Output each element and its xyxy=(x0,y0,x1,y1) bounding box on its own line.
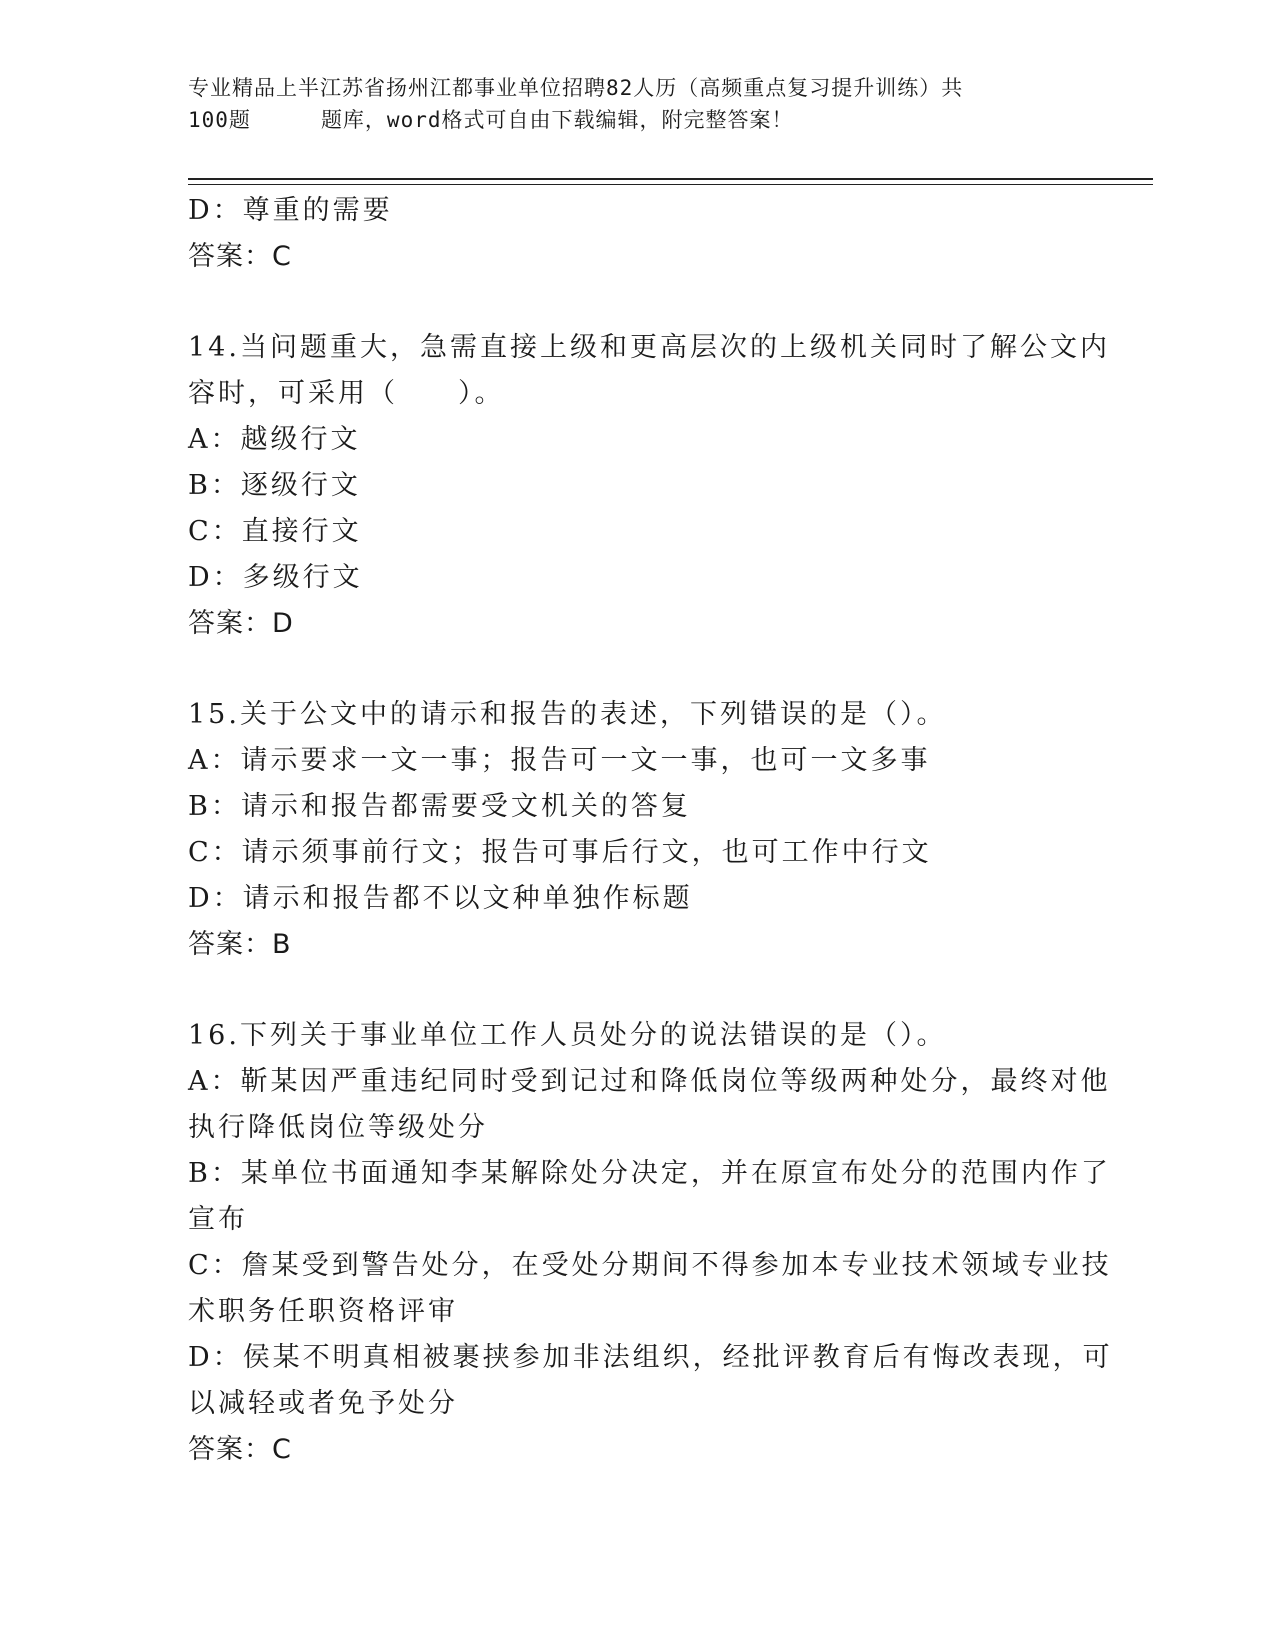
q14-option-d: D：多级行文 xyxy=(188,562,363,593)
q15-option-a: A：请示要求一文一事；报告可一文一事，也可一文多事 xyxy=(188,745,931,776)
q14-answer: 答案：D xyxy=(188,608,294,639)
document-header xyxy=(188,72,1088,136)
q16-answer: 答案：C xyxy=(188,1434,292,1465)
header-title-line2 xyxy=(188,104,1088,136)
q16-option-d-line1: D：侯某不明真相被裹挟参加非法组织，经批评教育后有悔改表现，可 xyxy=(188,1342,1113,1373)
header-divider-thin xyxy=(188,184,1153,185)
q16-option-a-line2: 执行降低岗位等级处分 xyxy=(188,1112,488,1143)
prev-answer: 答案：C xyxy=(188,241,292,272)
spacer xyxy=(188,647,1078,692)
spacer xyxy=(188,280,1078,325)
q16-option-b-line1: B：某单位书面通知李某解除处分决定，并在原宣布处分的范围内作了 xyxy=(188,1158,1111,1189)
q16-option-c-line1: C：詹某受到警告处分，在受处分期间不得参加本专业技术领域专业技 xyxy=(188,1250,1112,1281)
header-subtitle: 题库，word格式可自由下载编辑，附完整答案！ xyxy=(320,108,794,132)
q15-stem-line1: 15.关于公文中的请示和报告的表述，下列错误的是（）。 xyxy=(188,699,947,730)
q14-option-a: A：越级行文 xyxy=(188,424,361,455)
prev-option-d: D：尊重的需要 xyxy=(188,195,393,226)
q15-option-d: D：请示和报告都不以文种单独作标题 xyxy=(188,883,693,914)
spacer xyxy=(188,968,1078,1013)
q14-stem-line2: 容时，可采用（ ）。 xyxy=(188,378,505,409)
q15-option-b: B：请示和报告都需要受文机关的答复 xyxy=(188,791,691,822)
q16-option-d-line2: 以减轻或者免予处分 xyxy=(188,1388,458,1419)
q15-answer: 答案：B xyxy=(188,929,292,960)
q16-stem-line1: 16.下列关于事业单位工作人员处分的说法错误的是（）。 xyxy=(188,1020,947,1051)
header-count: 100题 xyxy=(188,108,251,132)
q14-option-b: B：逐级行文 xyxy=(188,470,361,501)
document-body xyxy=(188,188,1113,1473)
q14-stem-line1: 14.当问题重大，急需直接上级和更高层次的上级机关同时了解公文内 xyxy=(188,332,1110,363)
header-divider-thick xyxy=(188,178,1153,180)
q16-option-a-line1: A：靳某因严重违纪同时受到记过和降低岗位等级两种处分，最终对他 xyxy=(188,1066,1111,1097)
q15-option-c: C：请示须事前行文；报告可事后行文，也可工作中行文 xyxy=(188,837,932,868)
q16-option-c-line2: 术职务任职资格评审 xyxy=(188,1296,458,1327)
q16-option-b-line2: 宣布 xyxy=(188,1204,248,1235)
q14-option-c: C：直接行文 xyxy=(188,516,362,547)
header-title-line1: 专业精品上半江苏省扬州江都事业单位招聘82人历（高频重点复习提升训练）共 xyxy=(188,76,964,100)
